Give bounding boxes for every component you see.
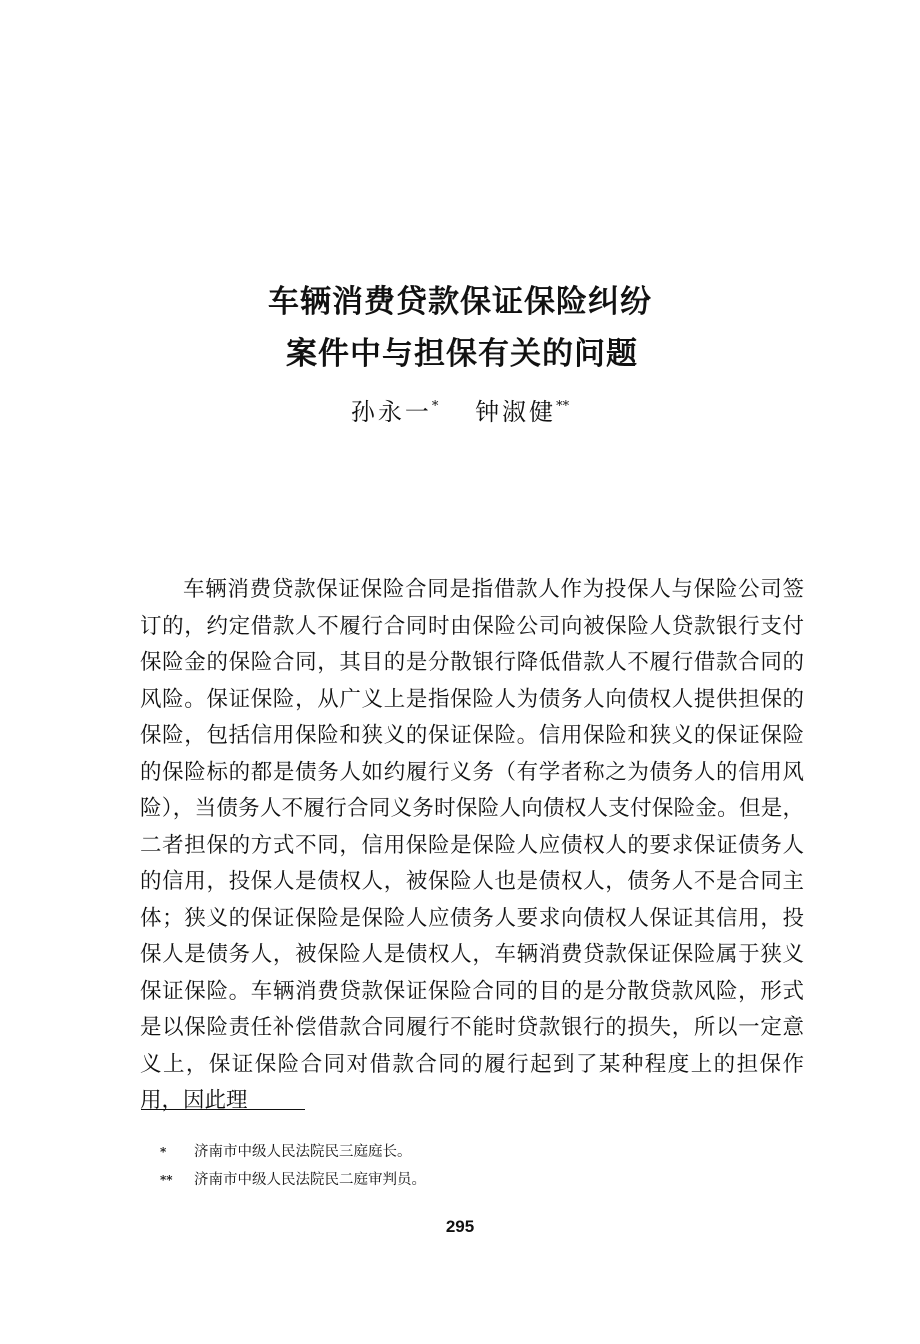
title-line-2: 案件中与担保有关的问题 xyxy=(286,336,638,372)
footnote-text: 济南市中级人民法院民三庭庭长。 xyxy=(194,1144,412,1160)
footnotes xyxy=(160,1138,760,1194)
body-paragraph: 车辆消费贷款保证保险合同是指借款人作为投保人与保险公司签订的，约定借款人不履行合同时由保险公司向被保险人贷款银行支付保险金的保险合同，其目的是分散银行降低借款人不履行借款合同的风险。保证保险，从广义上是指保险人为债务人向债权人提供担保的保险，包括信用保险和狭义的保证保险。信用保险和狭义的保证保险的保险标的都是债务人如约履行义务（有学者称之为债务人的信用风险），当债务人不履行合同义务时保险人向债权人支付保险金。但是，二者担保的方式不同，信用保险是保险人应债权人的要求保证债务人的信用，投保人是债权人，被保险人也是债权人，债务人不是合同主体；狭义的保证保险是保险人应债务人要求向债权人保证其信用，投保人是债务人，被保险人是债权人，车辆消费贷款保证保险属于狭义保证保险。车辆消费贷款保证保险合同的目的是分散贷款风险，形式是以保险责任补偿借款合同履行不能时贷款银行的损失，所以一定意义上，保证保险合同对借款合同的履行起到了某种程度上的担保作用，因此理 xyxy=(140,577,804,1113)
footnote-mark: ** xyxy=(160,1173,173,1187)
footnote-text: 济南市中级人民法院民二庭审判员。 xyxy=(194,1172,426,1188)
footnote-mark: * xyxy=(160,1145,167,1159)
author-footnote-mark: ** xyxy=(556,399,570,414)
article-title xyxy=(0,276,920,380)
author-name: 钟淑健 xyxy=(475,398,557,426)
title-line-1: 车辆消费贷款保证保险纠纷 xyxy=(268,284,652,320)
author-name: 孙永一 xyxy=(350,398,432,426)
author-footnote-mark: * xyxy=(431,399,439,414)
footnote xyxy=(160,1138,760,1166)
footnote-divider xyxy=(141,1109,305,1110)
page-number: 295 xyxy=(445,1217,475,1236)
footnote xyxy=(160,1166,760,1194)
author-list xyxy=(0,392,920,427)
